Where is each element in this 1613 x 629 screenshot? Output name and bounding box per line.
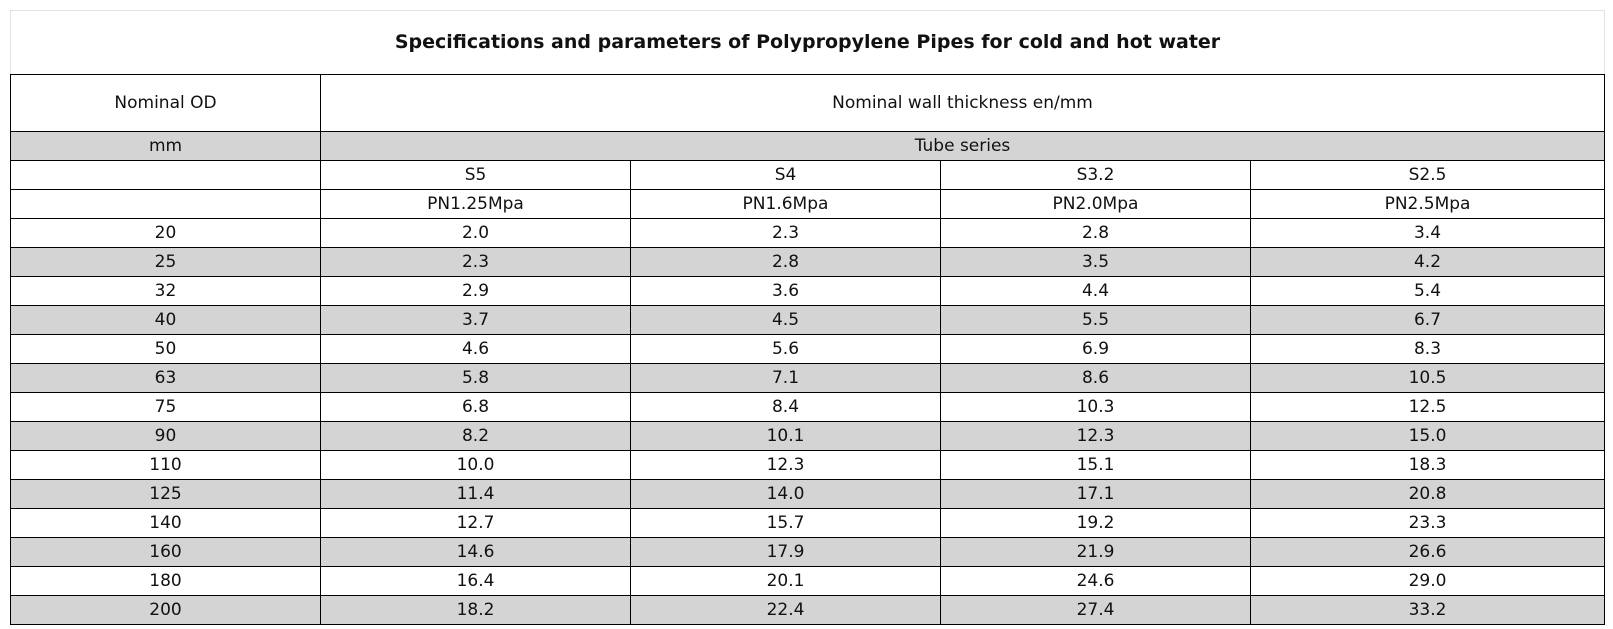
thickness-cell: 12.5	[1251, 393, 1605, 422]
thickness-cell: 26.6	[1251, 538, 1605, 567]
thickness-cell: 12.3	[631, 451, 941, 480]
thickness-cell: 8.3	[1251, 335, 1605, 364]
od-cell: 20	[11, 219, 321, 248]
series-cell: S5	[321, 161, 631, 190]
table-row	[11, 422, 1605, 451]
title-row	[11, 11, 1605, 75]
thickness-cell: 2.8	[631, 248, 941, 277]
series-row-blank-cell	[11, 161, 321, 190]
table-row	[11, 335, 1605, 364]
thickness-cell: 2.3	[321, 248, 631, 277]
thickness-cell: 24.6	[941, 567, 1251, 596]
thickness-cell: 5.6	[631, 335, 941, 364]
spec-table	[10, 10, 1605, 625]
thickness-cell: 5.5	[941, 306, 1251, 335]
thickness-cell: 3.4	[1251, 219, 1605, 248]
table-row	[11, 567, 1605, 596]
thickness-cell: 11.4	[321, 480, 631, 509]
thickness-cell: 12.7	[321, 509, 631, 538]
thickness-cell: 23.3	[1251, 509, 1605, 538]
series-row	[11, 161, 1605, 190]
thickness-cell: 21.9	[941, 538, 1251, 567]
thickness-cell: 5.4	[1251, 277, 1605, 306]
thickness-cell: 8.2	[321, 422, 631, 451]
thickness-cell: 4.6	[321, 335, 631, 364]
thickness-cell: 8.4	[631, 393, 941, 422]
od-cell: 125	[11, 480, 321, 509]
spec-sheet	[10, 10, 1604, 625]
table-row	[11, 451, 1605, 480]
pressure-cell: PN1.6Mpa	[631, 190, 941, 219]
thickness-cell: 3.6	[631, 277, 941, 306]
od-cell: 110	[11, 451, 321, 480]
thickness-cell: 2.0	[321, 219, 631, 248]
thickness-cell: 33.2	[1251, 596, 1605, 625]
thickness-cell: 3.7	[321, 306, 631, 335]
thickness-cell: 2.3	[631, 219, 941, 248]
od-cell: 32	[11, 277, 321, 306]
thickness-cell: 8.6	[941, 364, 1251, 393]
thickness-cell: 15.7	[631, 509, 941, 538]
thickness-cell: 14.0	[631, 480, 941, 509]
thickness-cell: 4.5	[631, 306, 941, 335]
thickness-cell: 16.4	[321, 567, 631, 596]
thickness-cell: 20.8	[1251, 480, 1605, 509]
thickness-cell: 10.3	[941, 393, 1251, 422]
pressure-row-blank-cell	[11, 190, 321, 219]
pressure-row	[11, 190, 1605, 219]
thickness-cell: 19.2	[941, 509, 1251, 538]
table-row	[11, 480, 1605, 509]
nominal-od-header: Nominal OD	[11, 75, 321, 132]
thickness-cell: 3.5	[941, 248, 1251, 277]
thickness-cell: 20.1	[631, 567, 941, 596]
series-cell: S4	[631, 161, 941, 190]
wall-thickness-header: Nominal wall thickness en/mm	[321, 75, 1605, 132]
table-row	[11, 393, 1605, 422]
thickness-cell: 4.4	[941, 277, 1251, 306]
thickness-cell: 18.2	[321, 596, 631, 625]
thickness-cell: 6.8	[321, 393, 631, 422]
header-row	[11, 75, 1605, 132]
spec-table-body	[11, 11, 1605, 625]
pressure-cell: PN2.5Mpa	[1251, 190, 1605, 219]
od-cell: 25	[11, 248, 321, 277]
thickness-cell: 12.3	[941, 422, 1251, 451]
series-cell: S2.5	[1251, 161, 1605, 190]
table-row	[11, 596, 1605, 625]
thickness-cell: 27.4	[941, 596, 1251, 625]
od-cell: 160	[11, 538, 321, 567]
pressure-cell: PN1.25Mpa	[321, 190, 631, 219]
series-cell: S3.2	[941, 161, 1251, 190]
od-cell: 180	[11, 567, 321, 596]
table-row	[11, 219, 1605, 248]
od-cell: 75	[11, 393, 321, 422]
thickness-cell: 10.0	[321, 451, 631, 480]
table-row	[11, 277, 1605, 306]
thickness-cell: 2.8	[941, 219, 1251, 248]
thickness-cell: 17.9	[631, 538, 941, 567]
table-row	[11, 509, 1605, 538]
table-row	[11, 538, 1605, 567]
table-row	[11, 306, 1605, 335]
thickness-cell: 6.7	[1251, 306, 1605, 335]
thickness-cell: 2.9	[321, 277, 631, 306]
thickness-cell: 14.6	[321, 538, 631, 567]
units-row	[11, 132, 1605, 161]
thickness-cell: 7.1	[631, 364, 941, 393]
pressure-cell: PN2.0Mpa	[941, 190, 1251, 219]
tube-series-header: Tube series	[321, 132, 1605, 161]
od-cell: 90	[11, 422, 321, 451]
thickness-cell: 10.1	[631, 422, 941, 451]
thickness-cell: 5.8	[321, 364, 631, 393]
od-cell: 200	[11, 596, 321, 625]
units-cell: mm	[11, 132, 321, 161]
od-cell: 140	[11, 509, 321, 538]
table-row	[11, 248, 1605, 277]
thickness-cell: 6.9	[941, 335, 1251, 364]
table-title: Specifications and parameters of Polypropylene Pipes for cold and hot water	[11, 11, 1605, 75]
od-cell: 40	[11, 306, 321, 335]
thickness-cell: 15.1	[941, 451, 1251, 480]
od-cell: 50	[11, 335, 321, 364]
thickness-cell: 22.4	[631, 596, 941, 625]
thickness-cell: 4.2	[1251, 248, 1605, 277]
thickness-cell: 10.5	[1251, 364, 1605, 393]
table-row	[11, 364, 1605, 393]
thickness-cell: 18.3	[1251, 451, 1605, 480]
od-cell: 63	[11, 364, 321, 393]
thickness-cell: 15.0	[1251, 422, 1605, 451]
thickness-cell: 29.0	[1251, 567, 1605, 596]
thickness-cell: 17.1	[941, 480, 1251, 509]
